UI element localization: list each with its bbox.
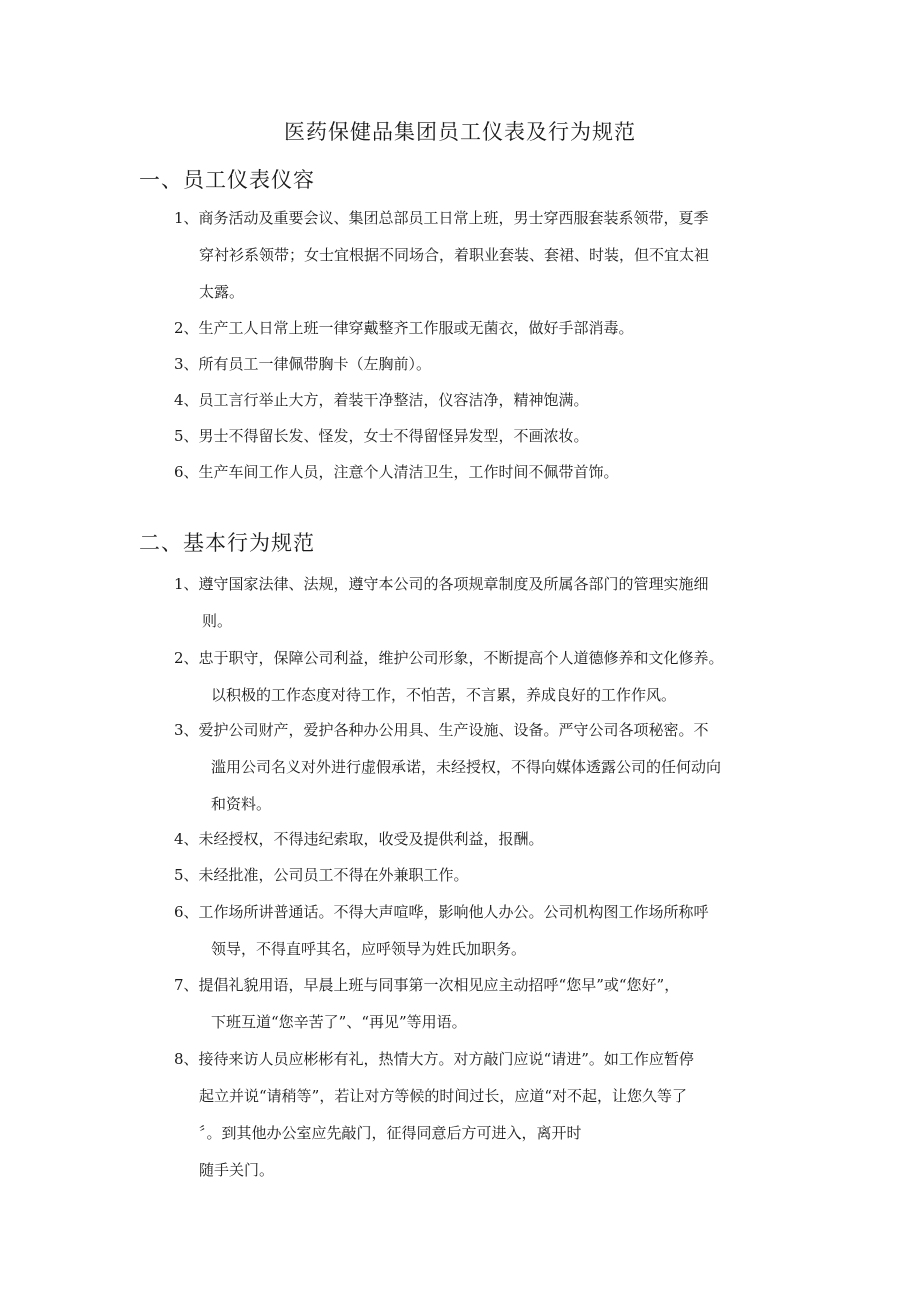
item-line: 〞。到其他办公室应先敲门，征得同意后方可进入，离开时 [199, 1124, 582, 1142]
list-item [174, 894, 814, 968]
item-line: 太露。 [199, 283, 245, 301]
item-line: 4、员工言行举止大方，着装干净整洁，仪容洁净，精神饱满。 [174, 391, 589, 409]
section-heading-appearance: 一、员工仪表仪容 [139, 168, 315, 192]
item-line: 5、未经批准，公司员工不得在外兼职工作。 [174, 866, 469, 884]
item-line: 1、遵守国家法律、法规，遵守本公司的各项规章制度及所属各部门的管理实施细 [174, 575, 709, 593]
list-item [174, 857, 814, 894]
list-item [174, 346, 814, 383]
list-item [174, 200, 814, 311]
list-item [174, 1041, 814, 1189]
item-line: 滥用公司名义对外进行虚假承诺，未经授权，不得向媒体透露公司的任何动向 [211, 758, 722, 776]
section-heading-behavior: 二、基本行为规范 [139, 531, 315, 555]
list-item [174, 712, 814, 823]
item-line: 和资料。 [211, 795, 272, 813]
list-item [174, 566, 814, 640]
item-line: 6、生产车间工作人员，注意个人清洁卫生，工作时间不佩带首饰。 [174, 463, 619, 481]
list-item [174, 821, 814, 858]
item-line: 8、接待来访人员应彬彬有礼，热情大方。对方敲门应说“请进”。如工作应暂停 [174, 1050, 694, 1068]
item-line: 随手关门。 [199, 1161, 275, 1179]
list-item [174, 640, 814, 714]
item-line: 3、所有员工一律佩带胸卡（左胸前）。 [174, 355, 432, 373]
item-line: 5、男士不得留长发、怪发，女士不得留怪异发型，不画浓妆。 [174, 427, 589, 445]
item-line: 则。 [202, 612, 233, 630]
list-item [174, 454, 814, 491]
item-line: 起立并说“请稍等”，若让对方等候的时间过长，应道“对不起，让您久等了 [199, 1087, 688, 1105]
item-line: 穿衬衫系领带；女士宜根据不同场合，着职业套装、套裙、时装，但不宜太袒 [199, 246, 710, 264]
item-line: 1、商务活动及重要会议、集团总部员工日常上班，男士穿西服套装系领带，夏季 [174, 209, 709, 227]
item-line: 7、提倡礼貌用语，早晨上班与同事第一次相见应主动招呼“您早”或“您好”， [174, 976, 680, 994]
item-line: 2、生产工人日常上班一律穿戴整齐工作服或无菌衣，做好手部消毒。 [174, 319, 634, 337]
item-line: 6、工作场所讲普通话。不得大声喧哗，影响他人办公。公司机构图工作场所称呼 [174, 903, 709, 921]
list-item [174, 382, 814, 419]
list-item [174, 967, 814, 1041]
item-line: 下班互道“您辛苦了”、“再见”等用语。 [211, 1013, 467, 1031]
item-line: 3、爱护公司财产，爱护各种办公用具、生产设施、设备。严守公司各项秘密。不 [174, 721, 709, 739]
item-line: 2、忠于职守，保障公司利益，维护公司形象，不断提高个人道德修养和文化修养。 [174, 649, 724, 667]
item-line: 以积极的工作态度对待工作，不怕苦，不言累，养成良好的工作作风。 [211, 686, 677, 704]
item-line: 4、未经授权，不得违纪索取，收受及提供利益，报酬。 [174, 830, 544, 848]
item-line: 领导，不得直呼其名，应呼领导为姓氏加职务。 [211, 940, 527, 958]
document-title: 医药保健品集团员工仪表及行为规范 [284, 120, 636, 144]
list-item [174, 418, 814, 455]
list-item [174, 310, 814, 347]
